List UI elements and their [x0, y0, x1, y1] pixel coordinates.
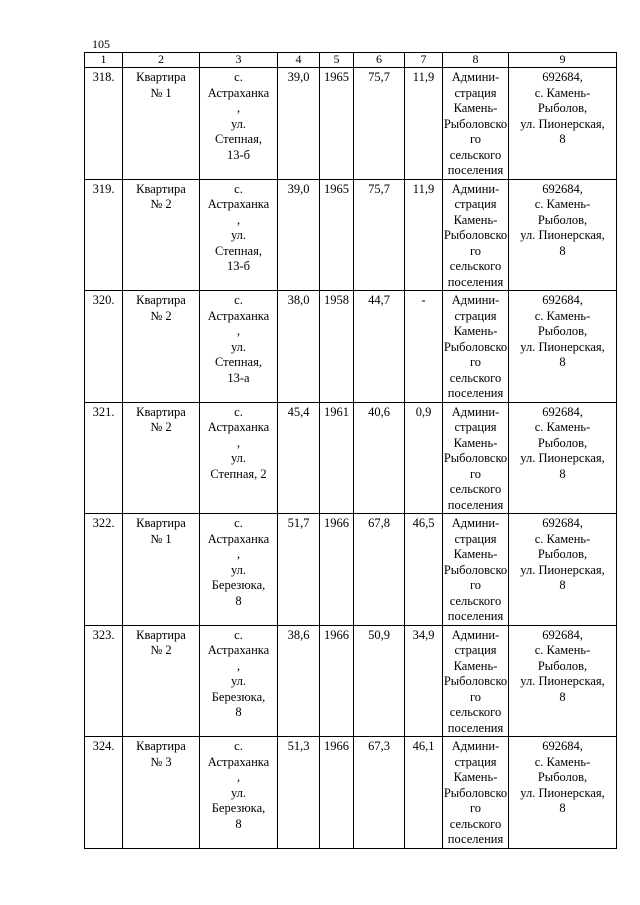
owner-cell-line: страция	[454, 531, 497, 546]
owner-address-cell	[509, 625, 617, 737]
owner-cell-line: го	[469, 243, 482, 258]
table-row	[85, 402, 617, 514]
owner-cell-line: Камень-	[453, 324, 498, 338]
object-name-cell-line: Квартира	[136, 293, 186, 307]
owner-address-cell-line: 692684,	[542, 404, 583, 419]
object-name-cell-line: № 2	[150, 197, 172, 211]
object-address-cell-line: ул.	[230, 451, 247, 465]
object-address-cell-line: с.	[234, 739, 243, 753]
object-address-cell-line: Степная,	[215, 243, 262, 258]
owner-cell-line: сельского	[449, 482, 502, 496]
owner-cell-line: го	[469, 132, 482, 146]
object-address-cell-line: Астраханка	[207, 754, 270, 769]
owner-address-cell-line: Рыболов,	[537, 547, 588, 561]
object-address-cell-line: 8	[235, 593, 242, 608]
object-name-cell	[123, 68, 200, 180]
owner-address-cell-line: 8	[559, 243, 566, 258]
object-address-cell-line: Степная,	[215, 132, 262, 146]
object-address-cell-line: ул.	[230, 228, 247, 242]
object-address-cell-line: Степная, 2	[210, 466, 267, 481]
row-number-cell: 322.	[85, 514, 123, 626]
object-address-cell	[200, 68, 278, 180]
object-address-cell-line: Астраханка	[207, 85, 270, 100]
owner-cell-line: Рыболовско	[443, 116, 508, 131]
owner-address-cell-line: Рыболов,	[537, 770, 588, 784]
owner-address-cell-line: с. Камень-	[534, 85, 591, 100]
column-6-cell: 67,8	[354, 514, 405, 626]
area-cell: 38,0	[278, 291, 320, 403]
table-row	[85, 737, 617, 849]
object-name-cell-line: Квартира	[136, 70, 186, 84]
year-cell: 1966	[320, 514, 354, 626]
object-name-cell-line: № 2	[150, 308, 172, 323]
object-address-cell-line: ул.	[230, 562, 247, 577]
column-7-cell: 11,9	[405, 179, 443, 291]
owner-cell-line: го	[469, 355, 482, 369]
column-header: 6	[354, 53, 405, 68]
column-number-row	[85, 53, 617, 68]
area-cell: 38,6	[278, 625, 320, 737]
year-cell: 1966	[320, 737, 354, 849]
area-cell: 51,3	[278, 737, 320, 849]
table-row	[85, 514, 617, 626]
owner-cell-line: Админи-	[451, 739, 500, 753]
object-address-cell-line: Березюка,	[211, 801, 266, 815]
owner-address-cell-line: 8	[559, 578, 566, 592]
owner-address-cell-line: 8	[559, 466, 566, 481]
owner-cell	[443, 402, 509, 514]
owner-cell-line: страция	[454, 643, 497, 657]
column-6-cell: 75,7	[354, 68, 405, 180]
owner-cell-line: Рыболовско	[443, 339, 508, 354]
owner-address-cell	[509, 514, 617, 626]
object-address-cell-line: ,	[236, 547, 241, 561]
object-address-cell-line: Березюка,	[211, 689, 266, 704]
row-number-cell: 323.	[85, 625, 123, 737]
owner-cell	[443, 737, 509, 849]
object-address-cell-line: 13-б	[226, 147, 251, 162]
column-6-cell: 75,7	[354, 179, 405, 291]
object-address-cell-line: с.	[234, 293, 243, 307]
owner-address-cell-line: с. Камень-	[534, 197, 591, 211]
owner-address-cell-line: Рыболов,	[537, 101, 588, 115]
column-header: 3	[200, 53, 278, 68]
owner-address-cell-line: с. Камень-	[534, 643, 591, 657]
object-address-cell-line: с.	[234, 70, 243, 84]
owner-address-cell-line: ул. Пионерская,	[520, 785, 605, 800]
object-name-cell-line: № 3	[150, 754, 172, 769]
owner-cell-line: Админи-	[451, 516, 500, 530]
owner-address-cell-line: ул. Пионерская,	[520, 451, 605, 465]
owner-cell-line: Рыболовско	[443, 674, 508, 688]
owner-address-cell	[509, 291, 617, 403]
table-row	[85, 68, 617, 180]
owner-address-cell-line: ул. Пионерская,	[520, 562, 605, 577]
table-row	[85, 625, 617, 737]
object-address-cell-line: Астраханка	[207, 643, 270, 657]
owner-cell-line: сельского	[449, 593, 502, 608]
owner-address-cell-line: 8	[559, 132, 566, 146]
owner-cell-line: Админи-	[451, 181, 500, 196]
owner-address-cell-line: 692684,	[542, 181, 583, 196]
owner-cell	[443, 68, 509, 180]
owner-cell-line: Камень-	[453, 435, 498, 450]
owner-address-cell-line: 692684,	[542, 293, 583, 307]
owner-cell-line: Камень-	[453, 101, 498, 115]
owner-cell-line: го	[469, 801, 482, 815]
owner-cell-line: поселения	[447, 386, 504, 400]
object-name-cell	[123, 291, 200, 403]
owner-cell-line: поселения	[447, 720, 504, 735]
object-address-cell	[200, 179, 278, 291]
object-name-cell-line: Квартира	[136, 739, 186, 753]
object-address-cell-line: ,	[236, 770, 241, 784]
row-number-cell: 324.	[85, 737, 123, 849]
owner-address-cell-line: ул. Пионерская,	[520, 339, 605, 354]
owner-cell-line: страция	[454, 197, 497, 211]
owner-cell-line: страция	[454, 308, 497, 323]
object-name-cell-line: № 1	[150, 531, 172, 546]
owner-cell-line: сельского	[449, 259, 502, 273]
object-address-cell	[200, 625, 278, 737]
owner-address-cell-line: Рыболов,	[537, 324, 588, 338]
year-cell: 1958	[320, 291, 354, 403]
object-name-cell-line: № 2	[150, 420, 172, 434]
owner-address-cell-line: 692684,	[542, 739, 583, 753]
owner-cell-line: Админи-	[451, 293, 500, 307]
owner-cell-line: поселения	[447, 163, 504, 177]
column-7-cell: 11,9	[405, 68, 443, 180]
owner-cell-line: поселения	[447, 832, 504, 846]
owner-cell-line: сельского	[449, 147, 502, 162]
year-cell: 1966	[320, 625, 354, 737]
object-address-cell-line: с.	[234, 404, 243, 419]
object-address-cell-line: ул.	[230, 674, 247, 688]
area-cell: 39,0	[278, 68, 320, 180]
object-address-cell-line: ,	[236, 101, 241, 115]
row-number-cell: 321.	[85, 402, 123, 514]
owner-address-cell	[509, 68, 617, 180]
owner-cell-line: Админи-	[451, 70, 500, 84]
owner-cell-line: Камень-	[453, 212, 498, 227]
owner-cell-line: страция	[454, 85, 497, 100]
row-number-cell: 318.	[85, 68, 123, 180]
area-cell: 51,7	[278, 514, 320, 626]
owner-address-cell-line: с. Камень-	[534, 308, 591, 323]
owner-address-cell-line: 8	[559, 355, 566, 369]
column-7-cell: 46,5	[405, 514, 443, 626]
object-address-cell-line: с.	[234, 516, 243, 530]
owner-cell-line: Админи-	[451, 627, 500, 642]
owner-address-cell	[509, 737, 617, 849]
owner-cell-line: поселения	[447, 274, 504, 289]
object-address-cell-line: Астраханка	[207, 531, 270, 546]
object-address-cell-line: с.	[234, 627, 243, 642]
object-address-cell-line: ,	[236, 212, 241, 227]
page-number: 105	[92, 37, 110, 51]
owner-address-cell-line: 692684,	[542, 627, 583, 642]
owner-address-cell-line: ул. Пионерская,	[520, 116, 605, 131]
row-number-cell: 320.	[85, 291, 123, 403]
owner-address-cell-line: 692684,	[542, 516, 583, 530]
owner-address-cell-line: Рыболов,	[537, 435, 588, 450]
owner-cell-line: страция	[454, 420, 497, 434]
column-6-cell: 50,9	[354, 625, 405, 737]
owner-cell-line: го	[469, 689, 482, 704]
owner-cell-line: Рыболовско	[443, 785, 508, 800]
object-address-cell	[200, 514, 278, 626]
area-cell: 45,4	[278, 402, 320, 514]
year-cell: 1965	[320, 68, 354, 180]
property-registry-table	[84, 52, 617, 849]
column-7-cell: 0,9	[405, 402, 443, 514]
object-name-cell-line: № 1	[150, 85, 172, 100]
object-address-cell-line: Степная,	[215, 355, 262, 369]
owner-cell-line: страция	[454, 754, 497, 769]
owner-address-cell-line: 8	[559, 801, 566, 815]
owner-address-cell-line: 692684,	[542, 70, 583, 84]
object-address-cell	[200, 402, 278, 514]
object-name-cell	[123, 625, 200, 737]
object-name-cell	[123, 179, 200, 291]
owner-address-cell-line: с. Камень-	[534, 531, 591, 546]
table-row	[85, 179, 617, 291]
column-7-cell: -	[405, 291, 443, 403]
object-name-cell	[123, 737, 200, 849]
column-header: 8	[443, 53, 509, 68]
object-address-cell-line: Березюка,	[211, 578, 266, 592]
owner-cell-line: поселения	[447, 609, 504, 623]
object-name-cell-line: Квартира	[136, 404, 186, 419]
column-6-cell: 40,6	[354, 402, 405, 514]
object-address-cell-line: ул.	[230, 339, 247, 354]
owner-cell-line: сельского	[449, 816, 502, 831]
owner-cell-line: Камень-	[453, 547, 498, 561]
column-7-cell: 46,1	[405, 737, 443, 849]
year-cell: 1965	[320, 179, 354, 291]
object-name-cell-line: Квартира	[136, 516, 186, 530]
year-cell: 1961	[320, 402, 354, 514]
owner-address-cell-line: с. Камень-	[534, 754, 591, 769]
column-header: 1	[85, 53, 123, 68]
column-header: 4	[278, 53, 320, 68]
column-header: 2	[123, 53, 200, 68]
column-header: 7	[405, 53, 443, 68]
owner-address-cell-line: Рыболов,	[537, 212, 588, 227]
object-address-cell-line: с.	[234, 181, 243, 196]
object-address-cell-line: 13-б	[226, 259, 251, 273]
owner-cell	[443, 514, 509, 626]
object-address-cell	[200, 737, 278, 849]
owner-address-cell	[509, 402, 617, 514]
owner-cell-line: Камень-	[453, 770, 498, 784]
owner-cell	[443, 179, 509, 291]
owner-address-cell-line: ул. Пионерская,	[520, 228, 605, 242]
column-7-cell: 34,9	[405, 625, 443, 737]
object-address-cell-line: Астраханка	[207, 308, 270, 323]
object-address-cell-line: Астраханка	[207, 197, 270, 211]
object-address-cell-line: Астраханка	[207, 420, 270, 434]
owner-address-cell	[509, 179, 617, 291]
object-address-cell-line: 13-а	[227, 370, 250, 385]
owner-cell-line: сельского	[449, 705, 502, 719]
object-address-cell-line: 8	[235, 816, 242, 831]
owner-cell-line: го	[469, 578, 482, 592]
owner-cell-line: поселения	[447, 497, 504, 512]
object-address-cell-line: 8	[235, 705, 242, 719]
owner-cell-line: Рыболовско	[443, 451, 508, 465]
owner-address-cell-line: ул. Пионерская,	[520, 674, 605, 688]
object-name-cell	[123, 514, 200, 626]
owner-cell-line: Рыболовско	[443, 562, 508, 577]
table-row	[85, 291, 617, 403]
owner-cell-line: сельского	[449, 370, 502, 385]
table-body	[85, 68, 617, 849]
object-name-cell-line: Квартира	[136, 181, 186, 196]
object-address-cell-line: ул.	[230, 116, 247, 131]
owner-address-cell-line: Рыболов,	[537, 658, 588, 673]
object-address-cell-line: ,	[236, 324, 241, 338]
owner-cell-line: Рыболовско	[443, 228, 508, 242]
owner-address-cell-line: 8	[559, 689, 566, 704]
owner-cell	[443, 291, 509, 403]
area-cell: 39,0	[278, 179, 320, 291]
object-name-cell	[123, 402, 200, 514]
owner-address-cell-line: с. Камень-	[534, 420, 591, 434]
object-address-cell-line: ,	[236, 435, 241, 450]
column-header: 5	[320, 53, 354, 68]
column-6-cell: 44,7	[354, 291, 405, 403]
column-header: 9	[509, 53, 617, 68]
owner-cell-line: Админи-	[451, 404, 500, 419]
row-number-cell: 319.	[85, 179, 123, 291]
object-address-cell-line: ,	[236, 658, 241, 673]
object-address-cell	[200, 291, 278, 403]
object-name-cell-line: Квартира	[136, 627, 186, 642]
owner-cell-line: го	[469, 466, 482, 481]
owner-cell	[443, 625, 509, 737]
column-6-cell: 67,3	[354, 737, 405, 849]
object-name-cell-line: № 2	[150, 643, 172, 657]
owner-cell-line: Камень-	[453, 658, 498, 673]
object-address-cell-line: ул.	[230, 785, 247, 800]
